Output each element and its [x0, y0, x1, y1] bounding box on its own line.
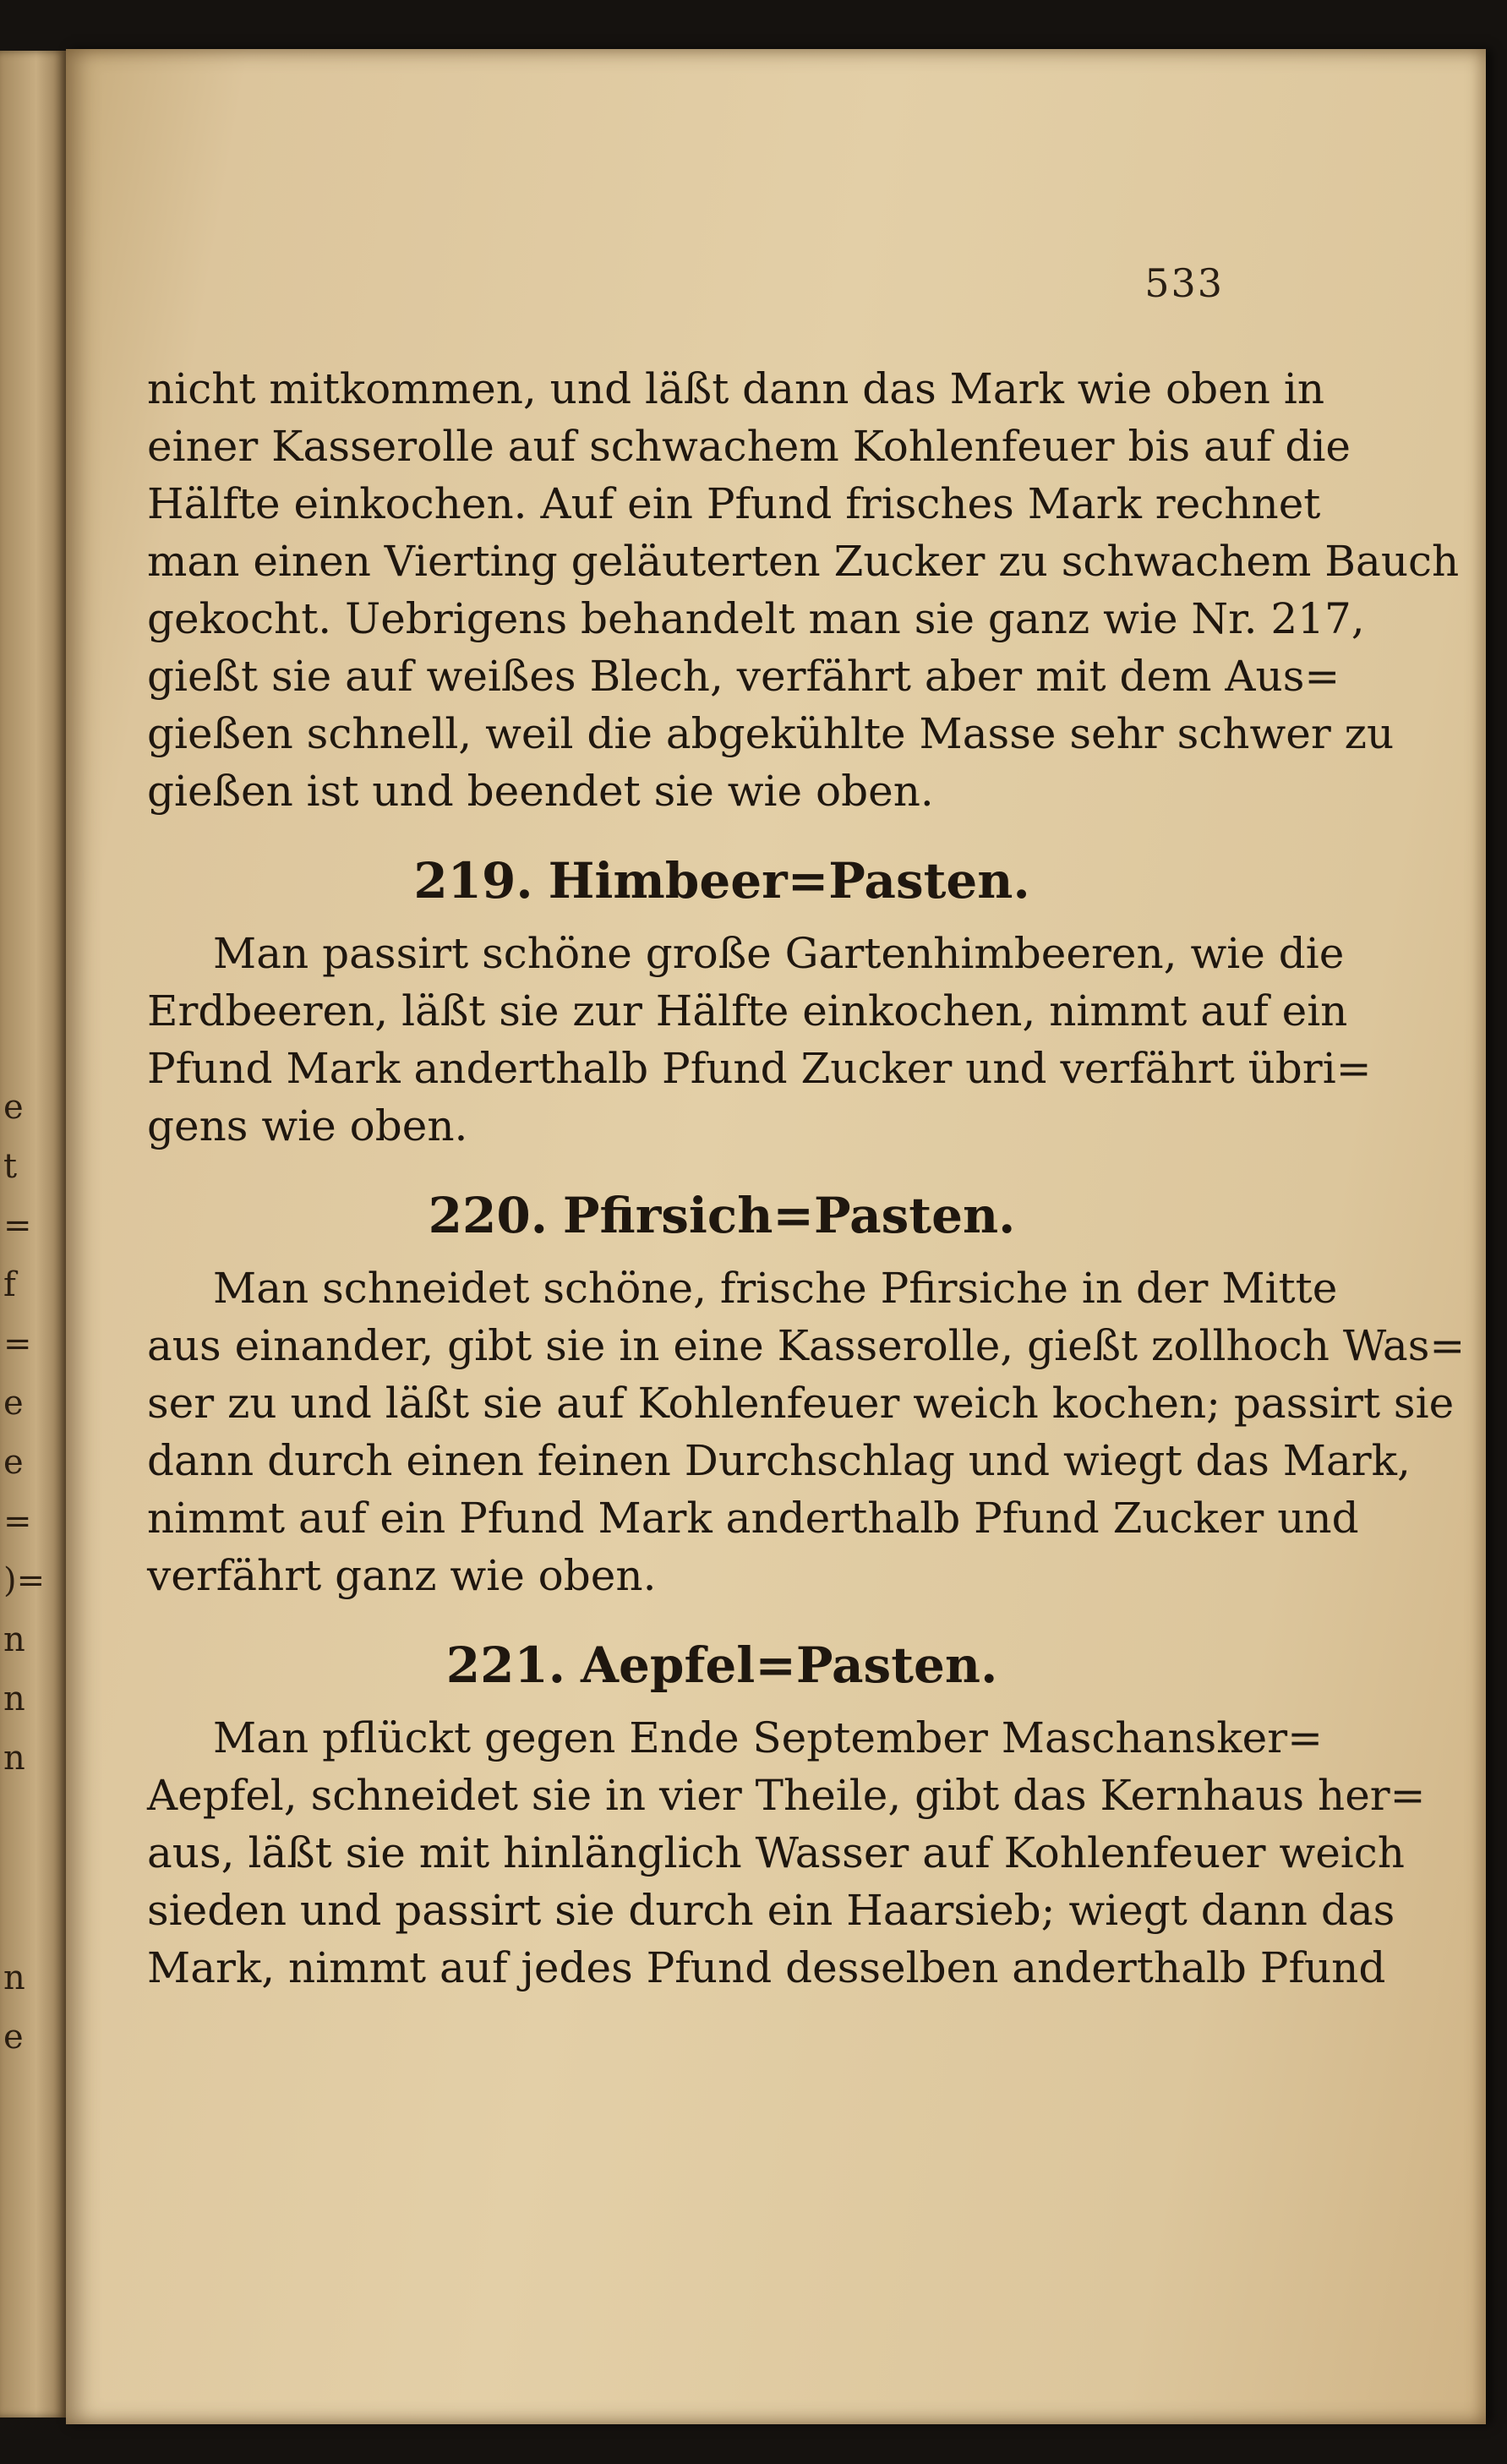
margin-fragment: t: [3, 1147, 18, 1186]
section-heading: [147, 1621, 1297, 1709]
margin-fragment: =: [3, 1325, 32, 1363]
text-line: einer Kasserolle auf schwachem Kohlenfeuer bis auf die: [147, 422, 1351, 471]
section-219: [147, 837, 1372, 1155]
previous-page-edge: [0, 51, 66, 2418]
text-line: Aepfel, schneidet sie in vier Theile, gibt das Kernhaus her=: [147, 1771, 1426, 1820]
section-heading: [147, 837, 1297, 925]
book-page: [66, 49, 1486, 2424]
page-text: [147, 360, 1466, 1997]
text-line: gens wie oben.: [147, 1101, 468, 1150]
margin-fragment: )=: [3, 1561, 46, 1600]
margin-fragment: e: [3, 1443, 24, 1482]
text-line: Pfund Mark anderthalb Pfund Zucker und verfährt übri=: [147, 1044, 1372, 1093]
section-title: Pfirsich=Pasten.: [562, 1187, 1016, 1244]
margin-fragment: n: [3, 1739, 25, 1778]
text-line: gekocht. Uebrigens behandelt man sie ganz wie Nr. 217,: [147, 594, 1365, 643]
text-line: verfährt ganz wie oben.: [147, 1551, 657, 1600]
text-line: gießen ist und beendet sie wie oben.: [147, 767, 934, 816]
page-number: 533: [1144, 260, 1224, 306]
text-line: Man passirt schöne große Gartenhimbeeren, wie die: [213, 929, 1345, 978]
intro-paragraph: [147, 360, 1460, 820]
text-line: man einen Vierting geläuterten Zucker zu schwachem Bauch: [147, 537, 1460, 586]
section-number: 219.: [413, 852, 533, 910]
text-line: aus einander, gibt sie in eine Kasserolle, gießt zollhoch Was=: [147, 1321, 1466, 1370]
text-line: ser zu und läßt sie auf Kohlenfeuer weich kochen; passirt sie: [147, 1379, 1455, 1428]
margin-fragment: e: [3, 2018, 24, 2057]
section-title: Himbeer=Pasten.: [548, 852, 1030, 910]
text-line: sieden und passirt sie durch ein Haarsieb; wiegt dann das: [147, 1886, 1395, 1935]
margin-fragment: n: [3, 1959, 25, 1997]
margin-fragment: =: [3, 1206, 32, 1245]
text-line: dann durch einen feinen Durchschlag und wiegt das Mark,: [147, 1436, 1411, 1485]
section-221: [147, 1621, 1426, 1997]
margin-fragment: n: [3, 1680, 25, 1718]
section-220: [147, 1172, 1466, 1604]
margin-fragment: f: [3, 1265, 16, 1304]
section-title: Aepfel=Pasten.: [580, 1636, 998, 1694]
text-line: Mark, nimmt auf jedes Pfund desselben anderthalb Pfund: [147, 1943, 1386, 1992]
section-heading: [147, 1172, 1297, 1259]
text-line: gießt sie auf weißes Blech, verfährt aber mit dem Aus=: [147, 652, 1340, 701]
text-line: gießen schnell, weil die abgekühlte Masse sehr schwer zu: [147, 709, 1395, 758]
margin-fragment: e: [3, 1384, 24, 1423]
text-line: nicht mitkommen, und läßt dann das Mark wie oben in: [147, 364, 1325, 413]
text-line: Man pflückt gegen Ende September Maschansker=: [213, 1713, 1323, 1762]
text-line: nimmt auf ein Pfund Mark anderthalb Pfund Zucker und: [147, 1494, 1359, 1543]
section-number: 221.: [445, 1636, 565, 1694]
margin-fragment: n: [3, 1620, 25, 1659]
margin-fragment: =: [3, 1502, 32, 1541]
margin-fragment: e: [3, 1088, 24, 1127]
text-line: aus, läßt sie mit hinlänglich Wasser auf Kohlenfeuer weich: [147, 1828, 1405, 1877]
section-number: 220.: [428, 1187, 548, 1244]
text-line: Man schneidet schöne, frische Pfirsiche in der Mitte: [213, 1264, 1338, 1313]
text-line: Erdbeeren, läßt sie zur Hälfte einkochen, nimmt auf ein: [147, 986, 1348, 1035]
text-line: Hälfte einkochen. Auf ein Pfund frisches Mark rechnet: [147, 479, 1321, 528]
